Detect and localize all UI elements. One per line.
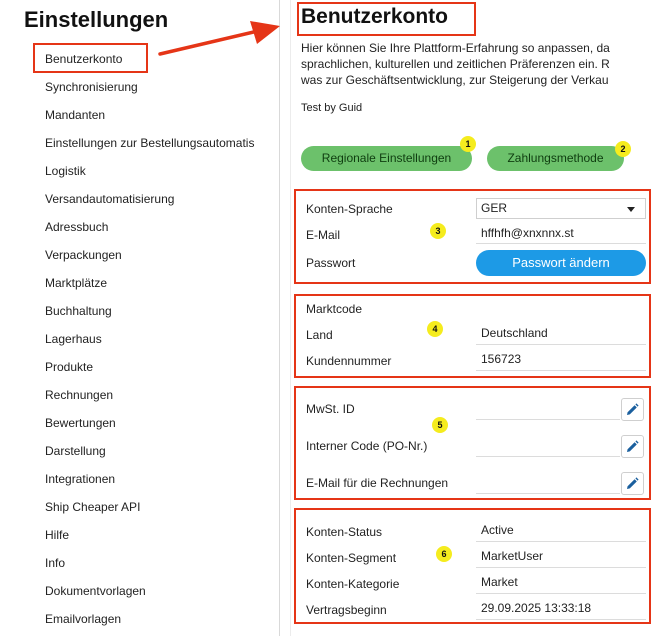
sidebar-item-ship-cheaper-api[interactable]: Ship Cheaper API — [45, 500, 141, 514]
badge-2: 2 — [615, 141, 631, 157]
account-status-label: Konten-Status — [306, 525, 383, 539]
intro-line: was zur Geschäftsentwicklung, zur Steigerung der Verkau — [301, 73, 609, 87]
payment-method-button[interactable]: Zahlungsmethode — [487, 146, 624, 171]
sidebar-title: Einstellungen — [24, 7, 169, 32]
sidebar-item-integrationen[interactable]: Integrationen — [45, 472, 116, 486]
edit-invoice-email-button[interactable] — [621, 472, 644, 495]
edit-internal-code-button[interactable] — [621, 435, 644, 458]
account-segment-value: MarketUser — [481, 549, 544, 563]
chevron-down-icon — [627, 207, 635, 212]
sidebar-item-benutzerkonto[interactable]: Benutzerkonto — [45, 52, 123, 66]
email-underline — [476, 243, 646, 244]
sidebar-item-marktplaetze[interactable]: Marktplätze — [45, 276, 108, 290]
account-status-value: Active — [481, 523, 514, 537]
contract-start-label: Vertragsbeginn — [306, 603, 387, 617]
internal-code-field[interactable] — [476, 456, 620, 457]
language-value: GER — [481, 201, 508, 215]
contract-start-underline — [476, 619, 646, 620]
account-category-label: Konten-Kategorie — [306, 577, 400, 591]
settings-sidebar — [0, 0, 279, 636]
pencil-icon — [626, 440, 639, 453]
active-item-highlight — [33, 43, 148, 73]
sidebar-item-versandautomatisierung[interactable]: Versandautomatisierung — [45, 192, 175, 206]
intro-line: sprachlichen, kulturellen und zeitlichen Präferenzen ein. R — [301, 57, 610, 71]
invoice-email-label: E-Mail für die Rechnungen — [306, 476, 449, 490]
sidebar-item-lagerhaus[interactable]: Lagerhaus — [45, 332, 102, 346]
account-segment-label: Konten-Segment — [306, 551, 397, 565]
sidebar-item-produkte[interactable]: Produkte — [45, 360, 94, 374]
sidebar-item-bestellungsautomatisierung[interactable]: Einstellungen zur Bestellungsautomatis — [45, 136, 255, 150]
sidebar-item-darstellung[interactable]: Darstellung — [45, 444, 106, 458]
sidebar-item-synchronisierung[interactable]: Synchronisierung — [45, 80, 138, 94]
pencil-icon — [626, 477, 639, 490]
sidebar-item-emailvorlagen[interactable]: Emailvorlagen — [45, 612, 122, 626]
intro-text — [301, 40, 654, 88]
badge-6: 6 — [436, 546, 452, 562]
internal-code-label: Interner Code (PO-Nr.) — [306, 439, 428, 453]
sidebar-item-buchhaltung[interactable]: Buchhaltung — [45, 304, 112, 318]
account-category-underline — [476, 593, 646, 594]
account-segment-underline — [476, 567, 646, 568]
change-password-button[interactable]: Passwort ändern — [476, 250, 646, 276]
sidebar-item-info[interactable]: Info — [45, 556, 66, 570]
edit-vat-id-button[interactable] — [621, 398, 644, 421]
contract-start-value: 29.09.2025 13:33:18 — [481, 601, 592, 615]
customer-number-label: Kundennummer — [306, 354, 392, 368]
settings-nav — [45, 45, 279, 633]
market-code-label: Marktcode — [306, 302, 363, 316]
sidebar-item-rechnungen[interactable]: Rechnungen — [45, 388, 114, 402]
content-divider — [290, 0, 291, 636]
password-label: Passwort — [306, 256, 356, 270]
intro-line: Hier können Sie Ihre Plattform-Erfahrung so anpassen, da — [301, 41, 610, 55]
badge-4: 4 — [427, 321, 443, 337]
sidebar-divider — [279, 0, 280, 636]
country-label: Land — [306, 328, 333, 342]
invoice-email-field[interactable] — [476, 493, 620, 494]
vat-id-field[interactable] — [476, 419, 620, 420]
vat-id-label: MwSt. ID — [306, 402, 355, 416]
account-category-value: Market — [481, 575, 518, 589]
sidebar-item-dokumentvorlagen[interactable]: Dokumentvorlagen — [45, 584, 146, 598]
sidebar-item-adressbuch[interactable]: Adressbuch — [45, 220, 109, 234]
country-underline — [476, 344, 646, 345]
test-label: Test by Guid — [301, 102, 363, 114]
email-field[interactable]: hffhfh@xnxnnx.st — [481, 226, 574, 240]
pencil-icon — [626, 403, 639, 416]
sidebar-item-mandanten[interactable]: Mandanten — [45, 108, 106, 122]
badge-3: 3 — [430, 223, 446, 239]
page-title: Benutzerkonto — [301, 5, 448, 28]
language-select[interactable] — [476, 198, 646, 219]
sidebar-item-hilfe[interactable]: Hilfe — [45, 528, 70, 542]
badge-1: 1 — [460, 136, 476, 152]
badge-5: 5 — [432, 417, 448, 433]
language-label: Konten-Sprache — [306, 202, 393, 216]
sidebar-item-logistik[interactable]: Logistik — [45, 164, 86, 178]
regional-settings-button[interactable]: Regionale Einstellungen — [301, 146, 472, 171]
account-status-underline — [476, 541, 646, 542]
customer-number-underline — [476, 370, 646, 371]
customer-number-value: 156723 — [481, 352, 522, 366]
email-label: E-Mail — [306, 228, 341, 242]
annotation-arrow-icon — [158, 18, 283, 58]
sidebar-item-bewertungen[interactable]: Bewertungen — [45, 416, 116, 430]
country-value: Deutschland — [481, 326, 548, 340]
sidebar-item-verpackungen[interactable]: Verpackungen — [45, 248, 122, 262]
